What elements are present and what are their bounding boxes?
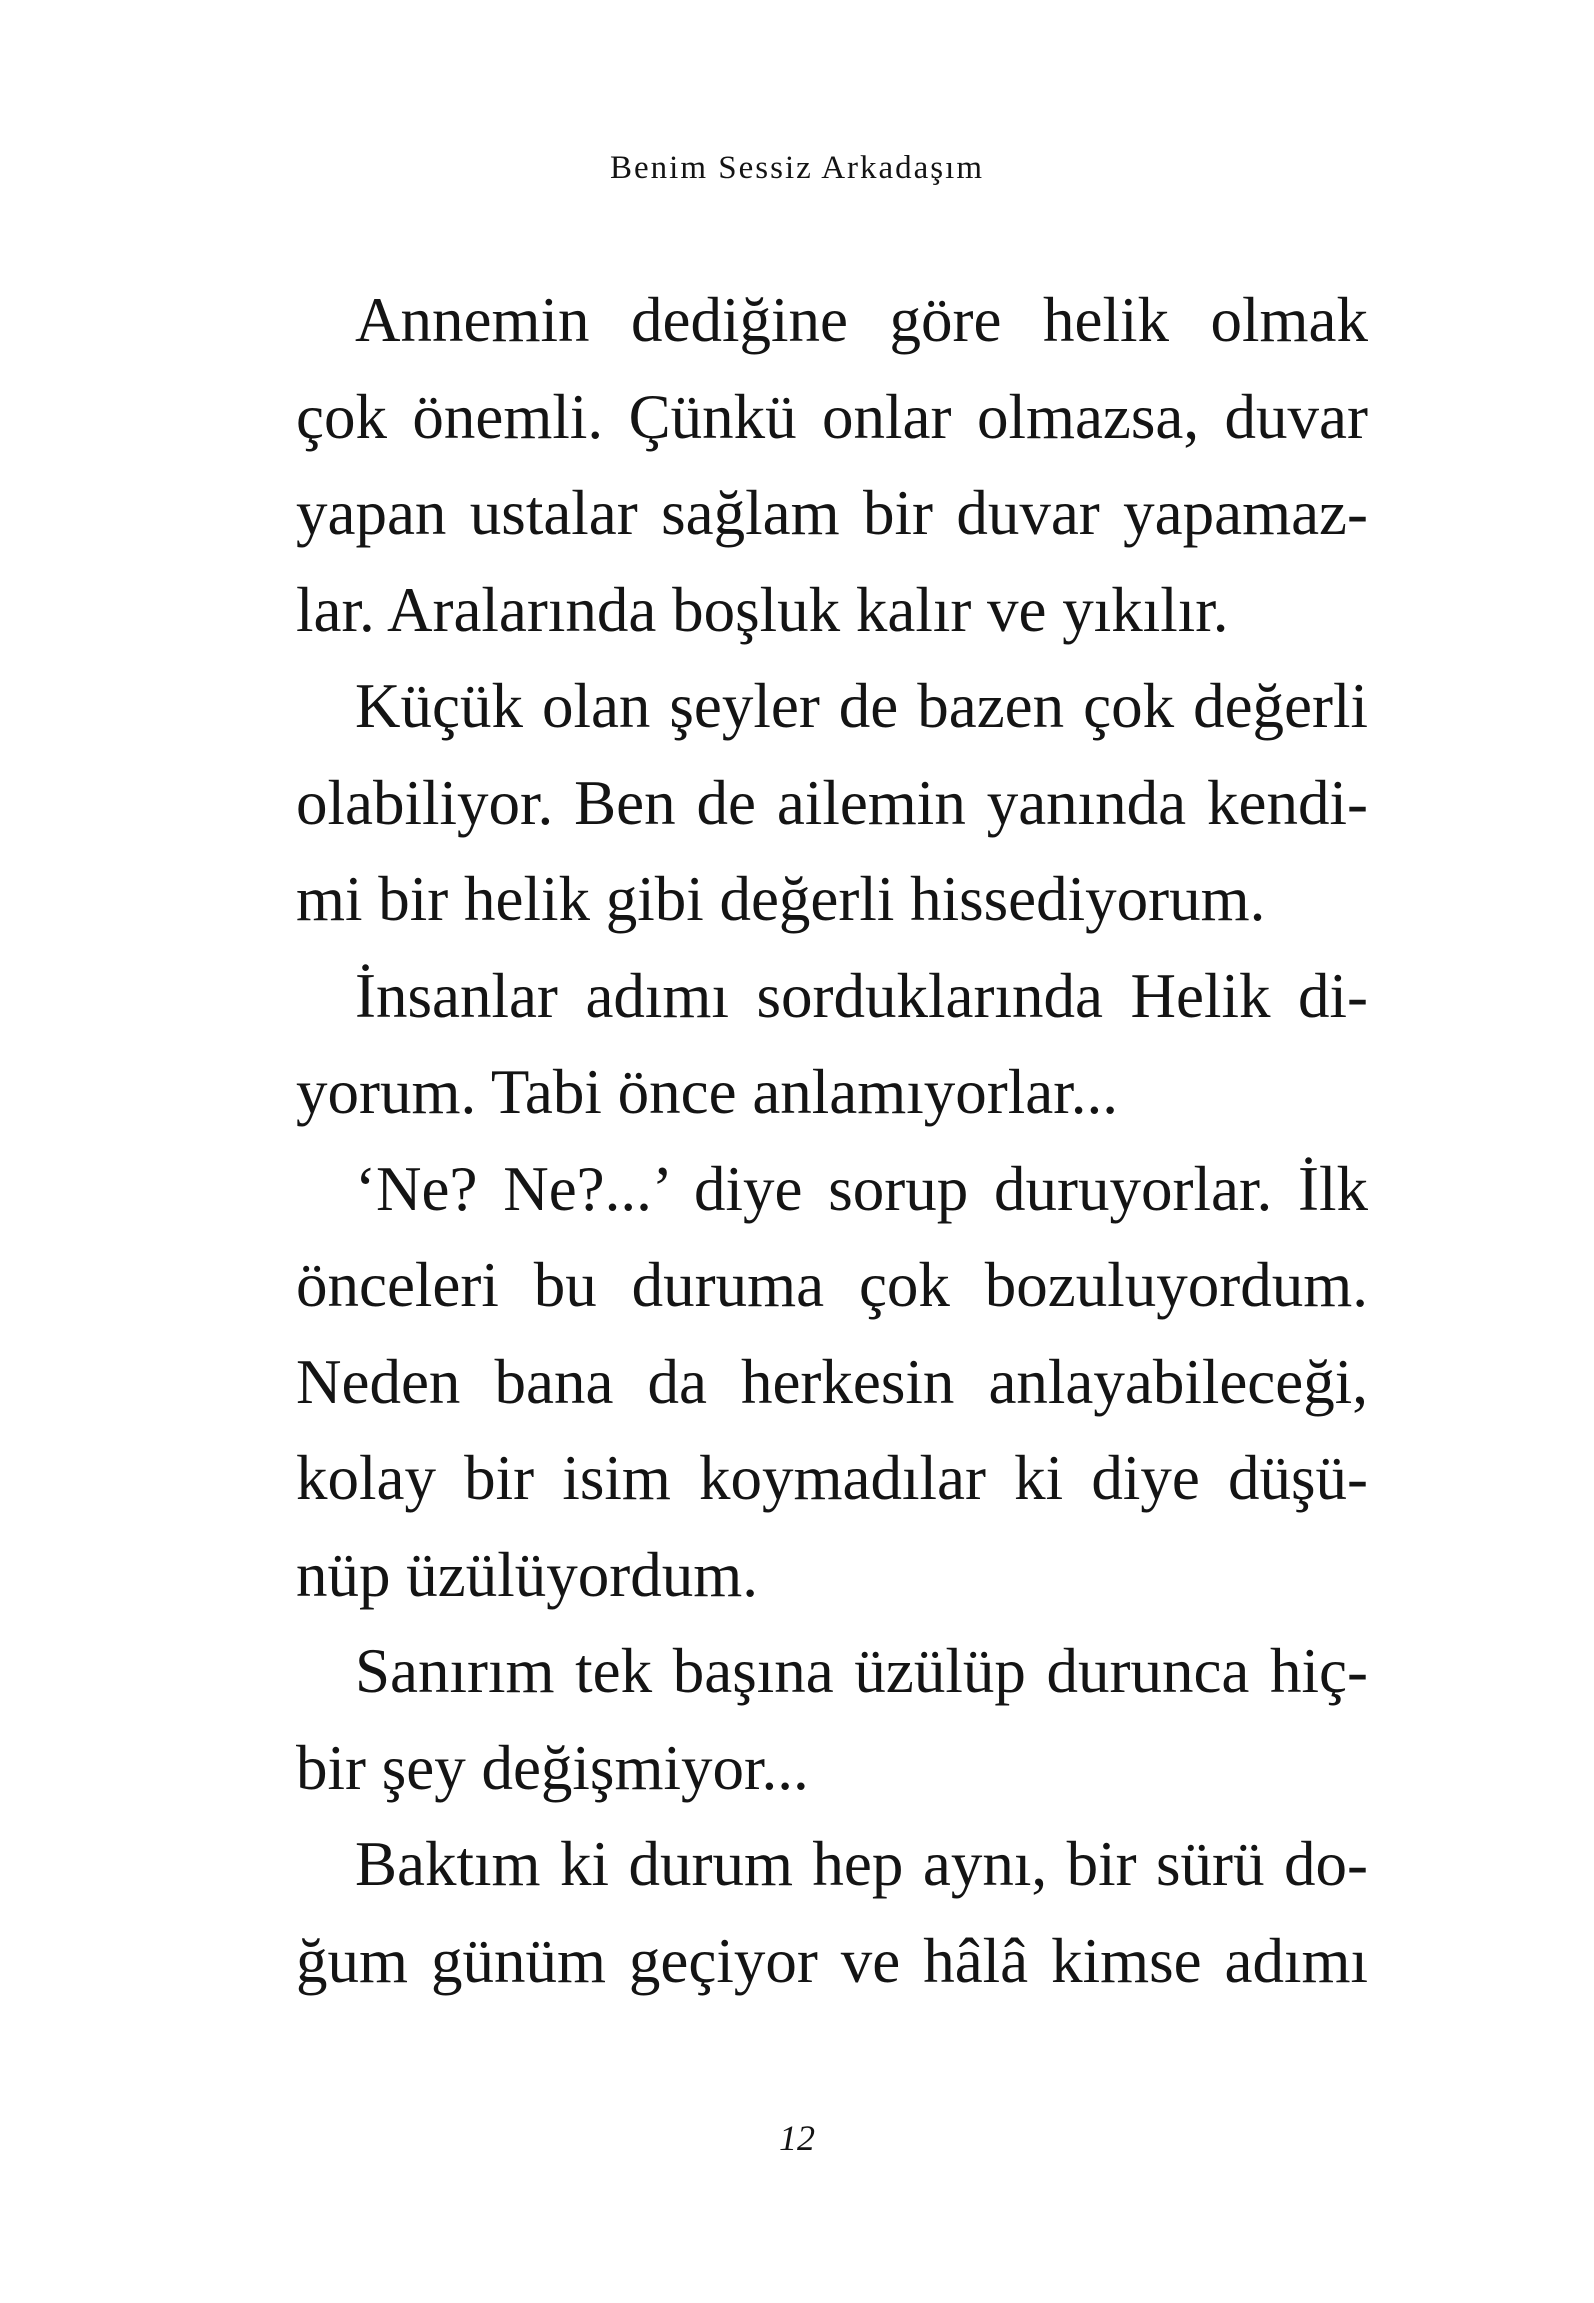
body-text	[296, 272, 1368, 2009]
text-line: mi bir helik gibi değerli hissediyorum.	[296, 864, 1266, 934]
text-line: nüp üzülüyordum.	[296, 1539, 758, 1610]
text-line: önceleri bu duruma çok bozuluyordum.	[296, 1250, 1368, 1320]
text-line: İnsanlar adımı sorduklarında Helik di-	[355, 960, 1368, 1031]
text-line: lar. Aralarında boşluk kalır ve yıkılır.	[296, 574, 1229, 645]
text-line: yorum. Tabi önce anlamıyorlar...	[296, 1057, 1118, 1127]
text-line: olabiliyor. Ben de ailemin yanında kendi-	[296, 767, 1368, 838]
text-line: kolay bir isim koymadılar ki diye düşü-	[296, 1443, 1368, 1513]
text-line: Neden bana da herkesin anlayabileceği,	[296, 1346, 1368, 1417]
text-line: Baktım ki durum hep aynı, bir sürü do-	[355, 1829, 1368, 1899]
text-line: yapan ustalar sağlam bir duvar yapamaz-	[296, 478, 1368, 548]
text-line: Sanırım tek başına üzülüp durunca hiç-	[355, 1636, 1368, 1706]
text-line: ğum günüm geçiyor ve hâlâ kimse adımı	[296, 1925, 1368, 1996]
page-number: 12	[779, 2118, 815, 2158]
text-line: ‘Ne? Ne?...’ diye sorup duruyorlar. İlk	[355, 1153, 1368, 1224]
text-line: Annemin dediğine göre helik olmak	[355, 285, 1368, 355]
text-line: Küçük olan şeyler de bazen çok değerli	[355, 671, 1368, 741]
running-header: Benim Sessiz Arkadaşım	[610, 150, 984, 186]
text-line: çok önemli. Çünkü onlar olmazsa, duvar	[296, 381, 1368, 452]
text-line: bir şey değişmiyor...	[296, 1732, 809, 1803]
